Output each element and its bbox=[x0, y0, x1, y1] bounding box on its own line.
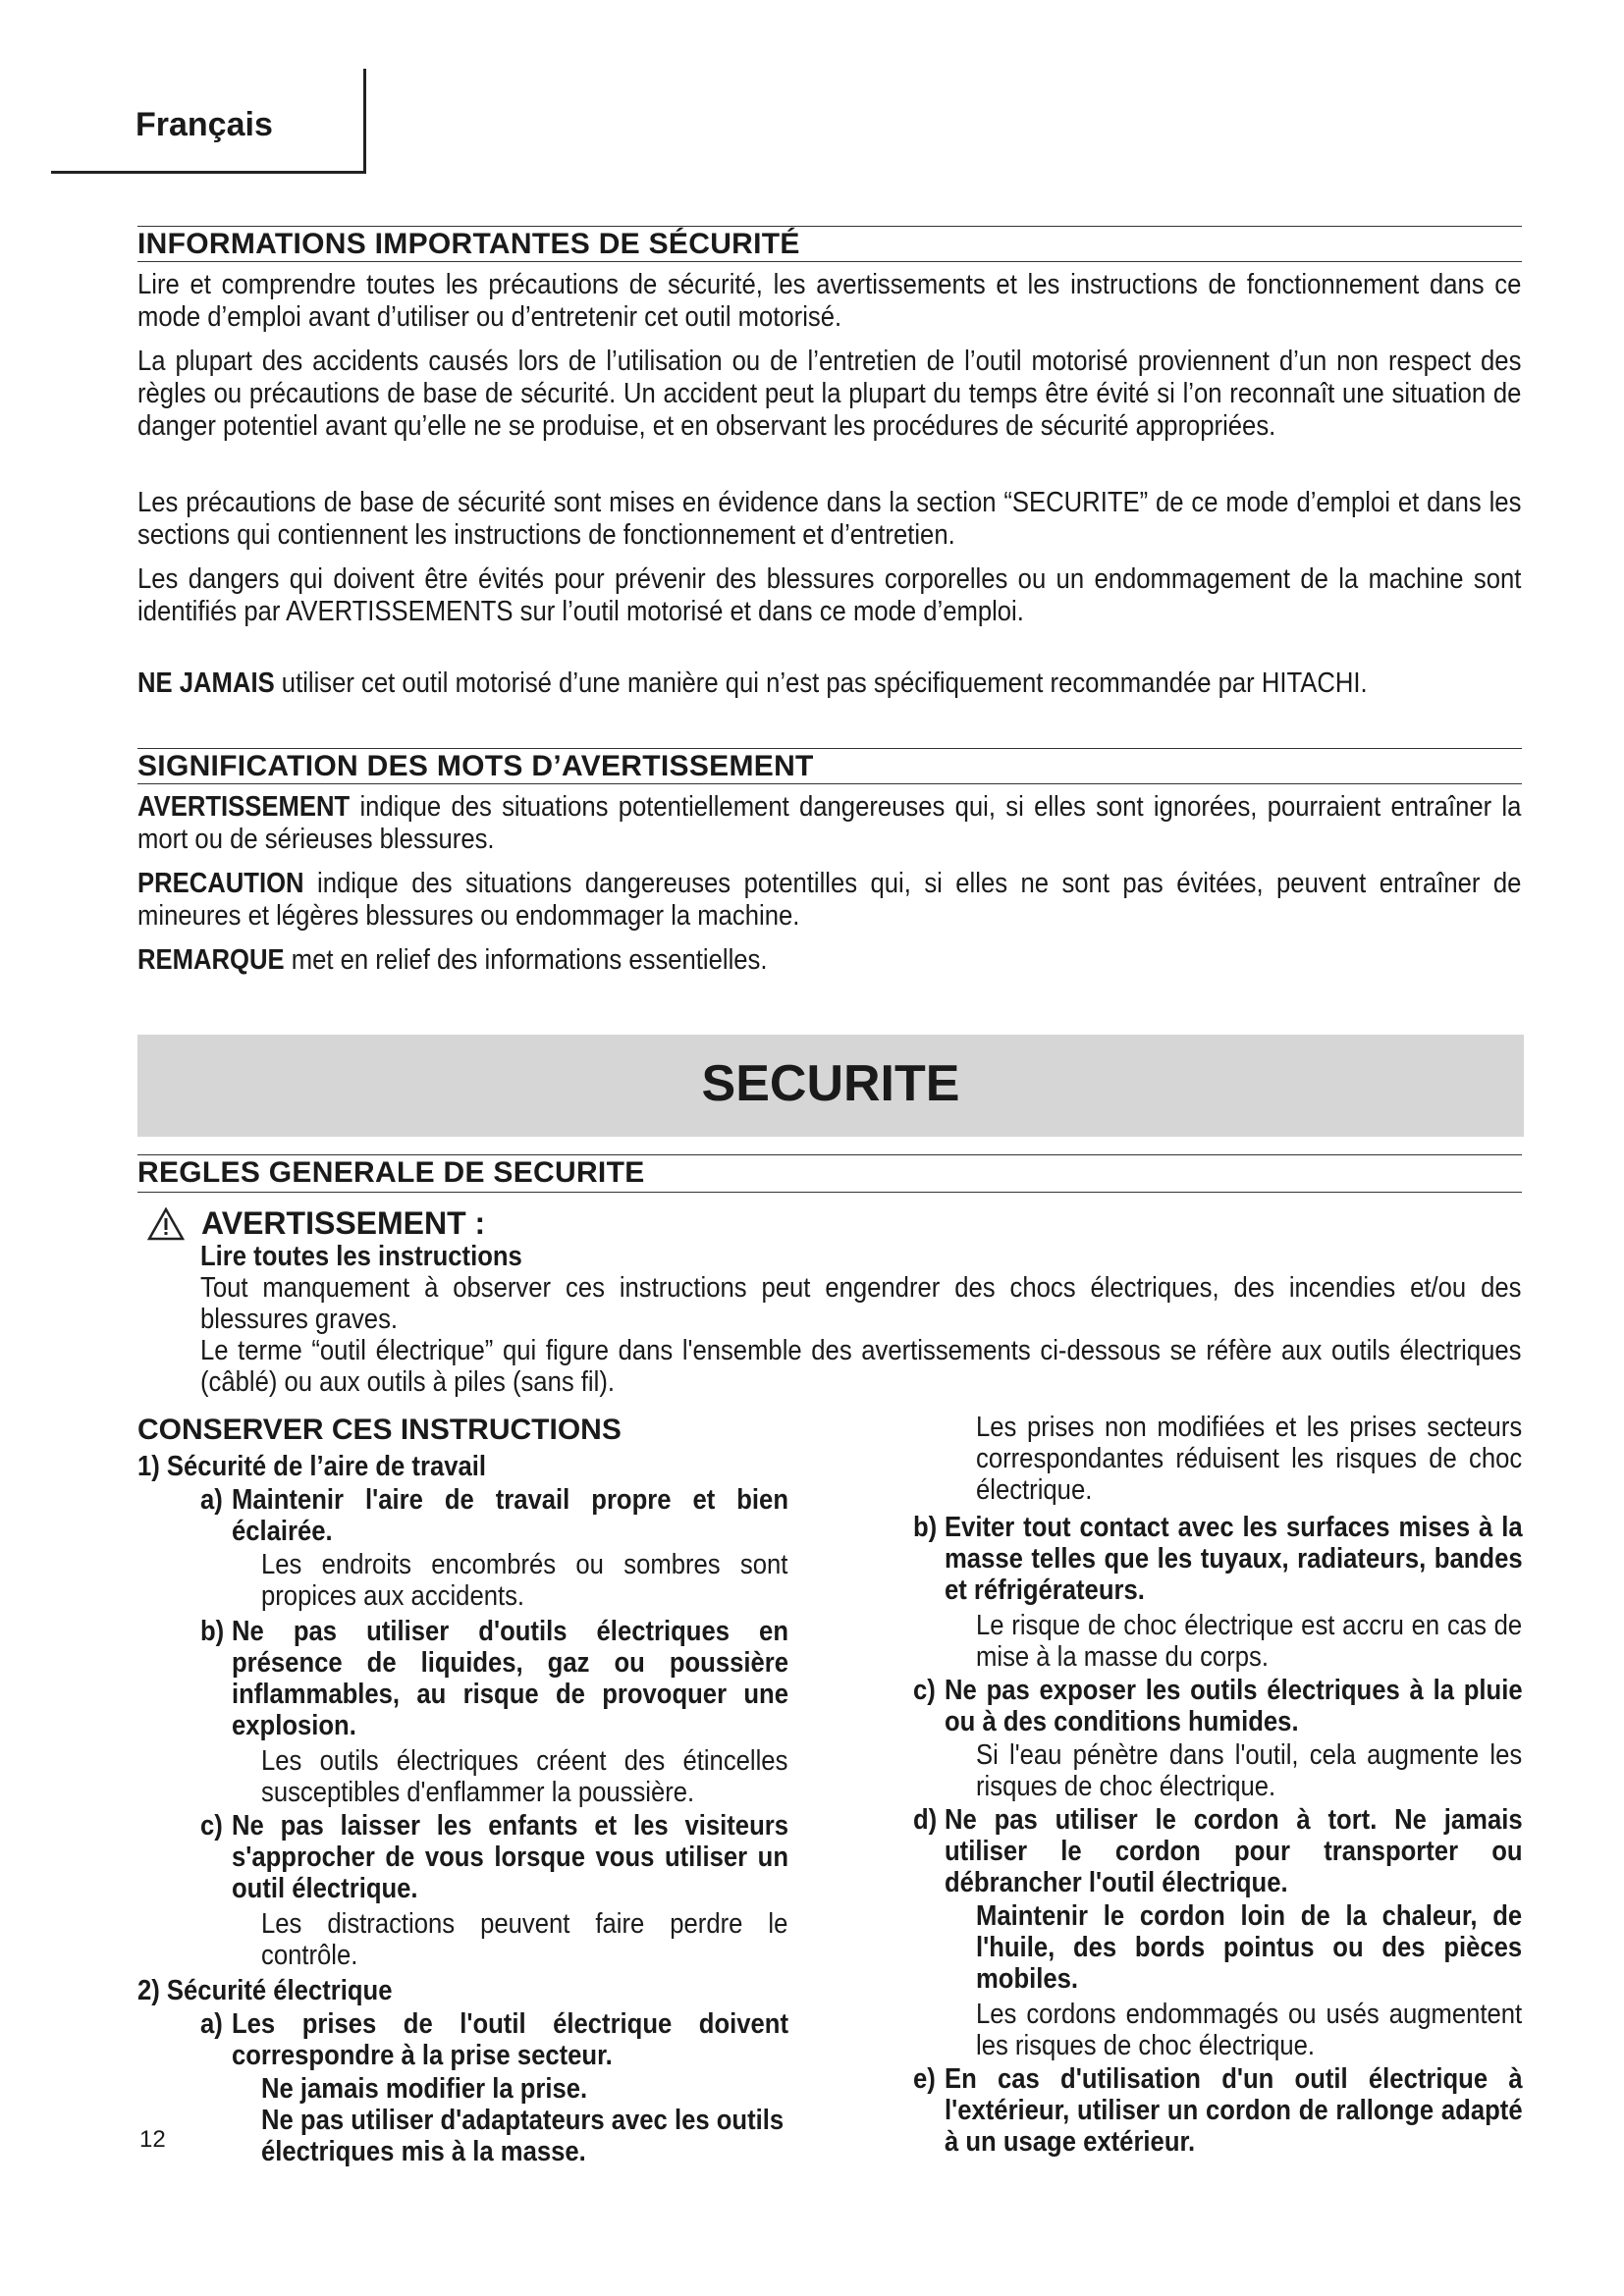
never-text: utiliser cet outil motorisé d’une manière qui n’est pas spécifiquement recommandée par HITACHI. bbox=[274, 667, 1368, 699]
divider bbox=[137, 748, 1522, 749]
rule-bold: Ne pas exposer les outils électriques à la pluie ou à des conditions humides. bbox=[945, 1675, 1523, 1737]
rule-bold: Ne pas utiliser d'adaptateurs avec les outils électriques mis à la masse. bbox=[261, 2105, 785, 2167]
banner-title: SECURITE bbox=[701, 1055, 960, 1112]
divider bbox=[137, 1192, 1522, 1193]
intro-paragraph: Tout manquement à observer ces instructions peut engendrer des chocs électriques, des incendies et/ou des blessures graves. bbox=[200, 1272, 1522, 1335]
definition-warning bbox=[137, 791, 1521, 856]
paragraph: Les dangers qui doivent être évités pour prévenir des blessures corporelles ou un endommagement de la machine sont identifiés par AVERTISSEMENTS sur l’outil motorisé et dans ce mode d’emploi. bbox=[137, 563, 1522, 627]
paragraph: Lire et comprendre toutes les précautions de sécurité, les avertissements et les instructions de fonctionnement dans ce mode d’emploi avant d’utiliser ou d’entretenir cet outil motorisé. bbox=[137, 269, 1522, 333]
term-caution: PRECAUTION bbox=[137, 868, 304, 899]
item-label: d) bbox=[913, 1804, 938, 1836]
rule-explanation: Si l'eau pénètre dans l'outil, cela augmente les risques de choc électrique. bbox=[976, 1739, 1523, 1802]
language-label: Français bbox=[135, 106, 273, 143]
rule-explanation: Les distractions peuvent faire perdre le contrôle. bbox=[261, 1908, 788, 1971]
paragraph-never bbox=[137, 667, 1521, 700]
definition-text: indique des situations potentiellement dangereuses qui, si elles sont ignorées, pourraient entraîner la mort ou de sérieuses blessures. bbox=[137, 791, 1522, 855]
rule-bold: Maintenir l'aire de travail propre et bien éclairée. bbox=[232, 1484, 788, 1547]
keep-instructions-heading: CONSERVER CES INSTRUCTIONS bbox=[137, 1414, 622, 1446]
definition-text: indique des situations dangereuses potentilles qui, si elles ne sont pas évitées, peuvent entraîner de mineures et légères blessures ou endommager la machine. bbox=[137, 868, 1522, 932]
section-title-general-rules: REGLES GENERALE DE SECURITE bbox=[137, 1156, 645, 1189]
definition-note bbox=[137, 944, 1521, 977]
paragraph: Les précautions de base de sécurité sont mises en évidence dans la section “SECURITE” de ce mode d’emploi et dans les sections qui contiennent les instructions de fonctionnement et d’entretien. bbox=[137, 487, 1522, 551]
item-label: c) bbox=[913, 1675, 936, 1706]
rule-bold: Ne pas utiliser le cordon à tort. Ne jamais utiliser le cordon pour transporter ou débrancher l'outil électrique. bbox=[945, 1804, 1523, 1898]
rule-bold: Eviter tout contact avec les surfaces mises à la masse telles que les tuyaux, radiateurs, bandes et réfrigérateurs. bbox=[945, 1512, 1523, 1606]
divider bbox=[137, 261, 1522, 262]
rule-bold: Ne pas laisser les enfants et les visiteurs s'approcher de vous lorsque vous utiliser un outil électrique. bbox=[232, 1810, 788, 1904]
item-label: a) bbox=[200, 1484, 223, 1516]
rule-bold: Maintenir le cordon loin de la chaleur, de l'huile, des bords pointus ou des pièces mobiles. bbox=[976, 1900, 1523, 1995]
rule-bold: Ne jamais modifier la prise. bbox=[261, 2073, 588, 2105]
item-label: b) bbox=[200, 1616, 225, 1647]
definition-caution bbox=[137, 868, 1521, 933]
subsection-work-area: 1) Sécurité de l’aire de travail bbox=[137, 1451, 486, 1482]
divider bbox=[137, 1154, 1522, 1155]
rule-explanation: Les prises non modifiées et les prises secteurs correspondantes réduisent les risques de choc électrique. bbox=[976, 1412, 1523, 1506]
warning-title: AVERTISSEMENT : bbox=[201, 1205, 486, 1241]
divider bbox=[137, 226, 1522, 227]
item-label: b) bbox=[913, 1512, 938, 1543]
paragraph: La plupart des accidents causés lors de l’utilisation ou de l’entretien de l’outil motorisé proviennent d’un non respect des règles ou précautions de base de sécurité. Un accident peut la plupart du temps être évité si l’on reconnaît une situation de danger potentiel avant qu’elle ne se produise, et en observant les procédures de sécurité appropriées. bbox=[137, 346, 1522, 442]
item-label: a) bbox=[200, 2008, 223, 2040]
rule-bold: En cas d'utilisation d'un outil électrique à l'extérieur, utiliser un cordon de rallonge adapté à un usage extérieur. bbox=[945, 2063, 1523, 2158]
item-label: c) bbox=[200, 1810, 223, 1842]
term-note: REMARQUE bbox=[137, 944, 285, 976]
divider bbox=[137, 783, 1522, 784]
section-title-important-info: INFORMATIONS IMPORTANTES DE SÉCURITÉ bbox=[137, 228, 800, 260]
intro-paragraph: Le terme “outil électrique” qui figure dans l'ensemble des avertissements ci-dessous se réfère aux outils électriques (câblé) ou aux outils à piles (sans fil). bbox=[200, 1335, 1522, 1398]
rule-explanation: Les outils électriques créent des étincelles susceptibles d'enflammer la poussière. bbox=[261, 1745, 788, 1808]
definition-text: met en relief des informations essentielles. bbox=[284, 944, 768, 976]
rule-bold: Ne pas utiliser d'outils électriques en présence de liquides, gaz ou poussière inflammables, au risque de provoquer une explosion. bbox=[232, 1616, 788, 1741]
rule-explanation: Les endroits encombrés ou sombres sont propices aux accidents. bbox=[261, 1549, 788, 1612]
rule-explanation: Les cordons endommagés ou usés augmentent les risques de choc électrique. bbox=[976, 1999, 1523, 2061]
item-label: e) bbox=[913, 2063, 936, 2095]
page-number: 12 bbox=[139, 2126, 166, 2153]
section-title-signal-words: SIGNIFICATION DES MOTS D’AVERTISSEMENT bbox=[137, 750, 814, 782]
read-all-instructions: Lire toutes les instructions bbox=[200, 1241, 522, 1272]
subsection-electrical: 2) Sécurité électrique bbox=[137, 1975, 393, 2006]
rule-explanation: Le risque de choc électrique est accru en cas de mise à la masse du corps. bbox=[976, 1610, 1523, 1673]
never-label: NE JAMAIS bbox=[137, 667, 275, 699]
rule-bold: Les prises de l'outil électrique doivent correspondre à la prise secteur. bbox=[232, 2008, 788, 2071]
warning-triangle-icon bbox=[147, 1207, 185, 1241]
term-warning: AVERTISSEMENT bbox=[137, 791, 351, 823]
